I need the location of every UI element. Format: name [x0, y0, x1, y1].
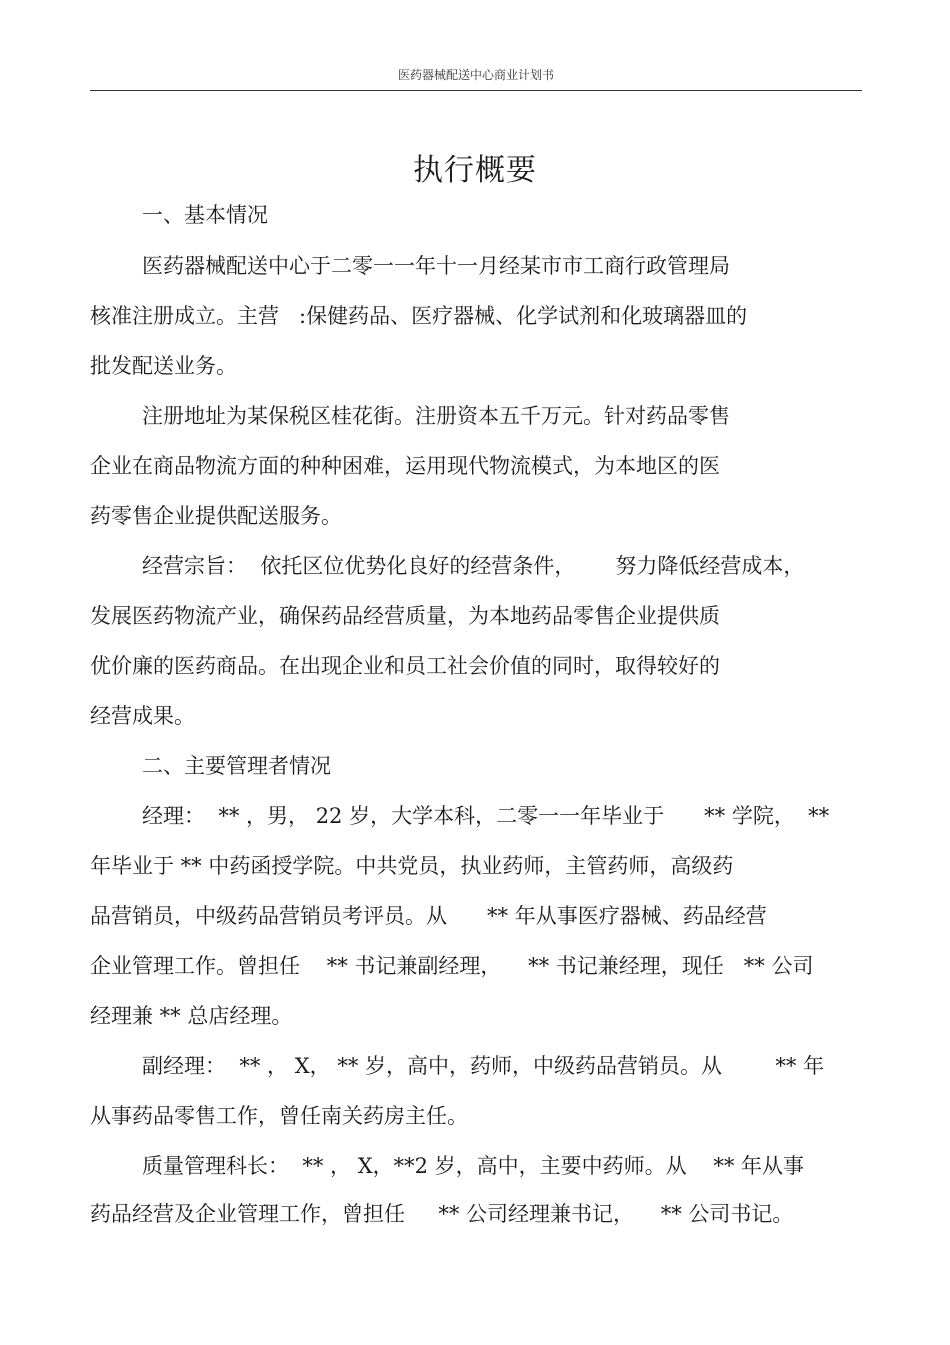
paragraph-line: 企业在商品物流方面的种种困难，运用现代物流模式，为本地区的医: [90, 454, 720, 478]
paragraph-line: 核准注册成立。主营 :保健药品、医疗器械、化学试剂和化玻璃器皿的: [90, 304, 748, 328]
paragraph-line: 经营成果。: [90, 704, 195, 728]
paragraph-line: 副经理： ** ， X， ** 岁，高中，药师，中级药品营销员。从 ** 年: [142, 1054, 825, 1078]
paragraph-line: 质量管理科长： ** ， X，**2 岁，高中，主要中药师。从 ** 年从事: [142, 1154, 805, 1178]
paragraph-line: 注册地址为某保税区桂花街。注册资本五千万元。针对药品零售: [142, 404, 730, 428]
paragraph-line: 医药器械配送中心于二零一一年十一月经某市市工商行政管理局: [142, 254, 730, 278]
paragraph-line: 经营宗旨： 依托区位优势化良好的经营条件， 努力降低经营成本，: [142, 554, 805, 578]
paragraph-line: 药零售企业提供配送服务。: [90, 504, 342, 528]
paragraph-line: 品营销员，中级药品营销员考评员。从 ** 年从事医疗器械、药品经营: [90, 904, 767, 928]
section-heading-basic-info: 一、基本情况: [142, 203, 268, 227]
paragraph-line: 经理： ** ，男， 22 岁，大学本科，二零一一年毕业于 ** 学院， **: [142, 804, 830, 828]
paragraph-line: 优价廉的医药商品。在出现企业和员工社会价值的同时，取得较好的: [90, 654, 720, 678]
running-header: 医药器械配送中心商业计划书: [397, 68, 554, 82]
paragraph-line: 药品经营及企业管理工作，曾担任 ** 公司经理兼书记， ** 公司书记。: [90, 1202, 794, 1226]
page-title: 执行概要: [413, 153, 537, 188]
paragraph-line: 企业管理工作。曾担任 ** 书记兼副经理， ** 书记兼经理，现任 ** 公司: [90, 954, 814, 978]
paragraph-line: 经理兼 ** 总店经理。: [90, 1004, 293, 1028]
paragraph-line: 从事药品零售工作，曾任南关药房主任。: [90, 1104, 468, 1128]
header-divider: [90, 90, 862, 91]
paragraph-line: 批发配送业务。: [90, 354, 237, 378]
paragraph-line: 发展医药物流产业，确保药品经营质量，为本地药品零售企业提供质: [90, 604, 720, 628]
section-heading-management: 二、主要管理者情况: [142, 754, 331, 778]
paragraph-line: 年毕业于 ** 中药函授学院。中共党员，执业药师，主管药师，高级药: [90, 854, 734, 878]
